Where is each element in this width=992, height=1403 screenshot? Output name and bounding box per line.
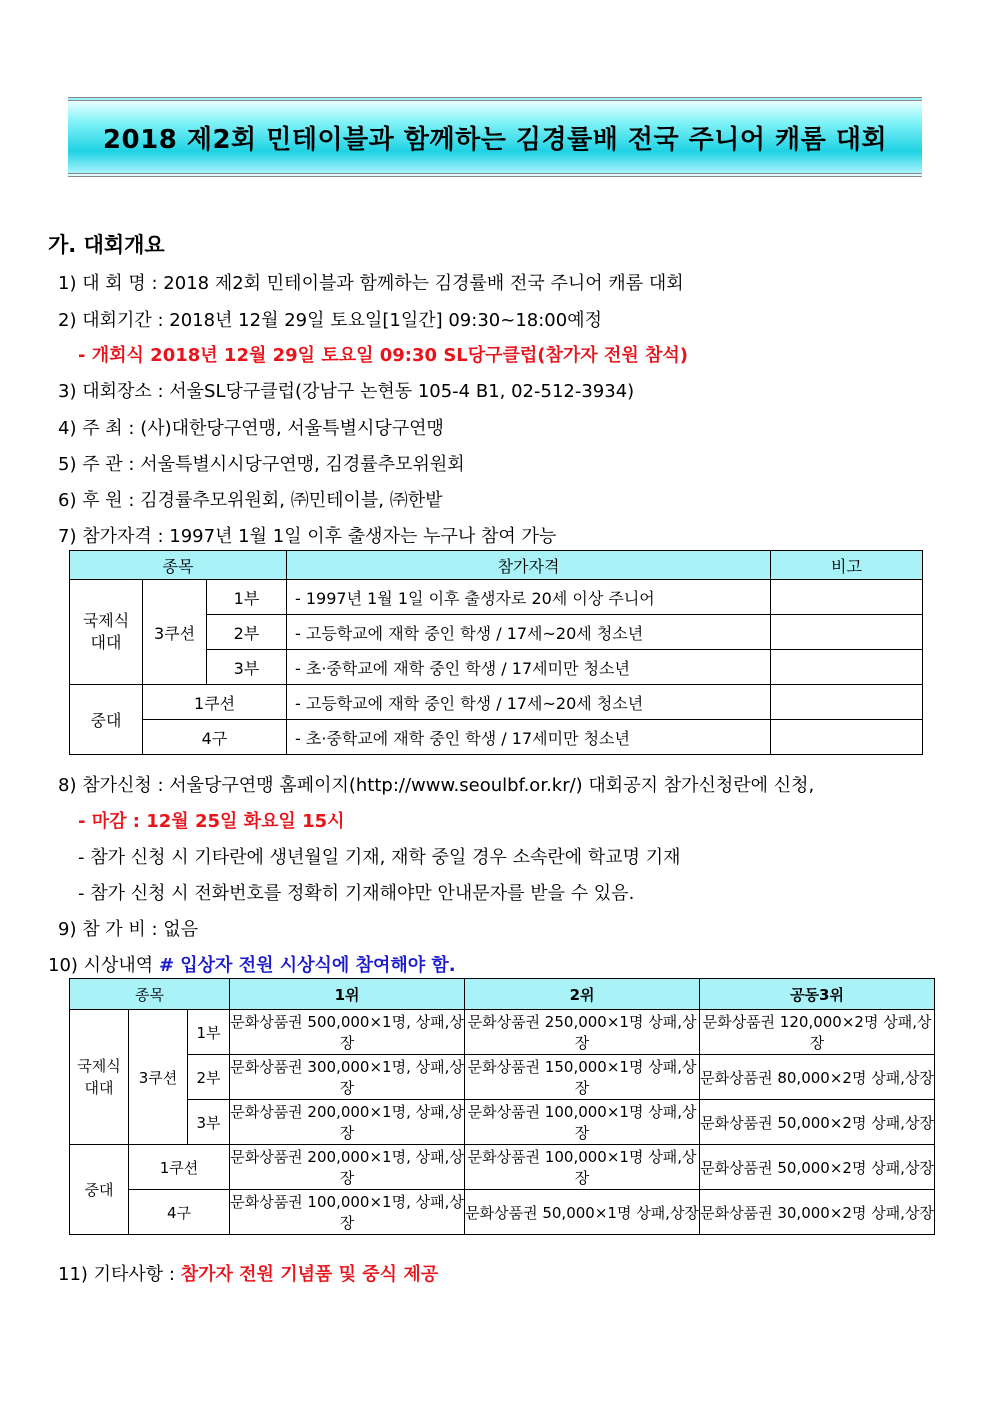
prize-second: 문화상품권 50,000×1명 상패,상장 [465, 1190, 700, 1235]
item-event-name: 1) 대 회 명 : 2018 제2회 민테이블과 함께하는 김경률배 전국 주니어 캐롬 대회 [58, 273, 684, 294]
table-row [70, 1145, 935, 1190]
other-label: 11) 기타사항 : [58, 1264, 175, 1285]
item-application-note-1: - 참가 신청 시 기타란에 생년월일 기재, 재학 중일 경우 소속란에 학교명 기재 [78, 847, 681, 868]
discipline-label: 1쿠션 [143, 685, 287, 720]
header-qualification: 참가자격 [287, 551, 771, 580]
item-fee: 9) 참 가 비 : 없음 [58, 919, 199, 940]
awards-note: # 입상자 전원 시상식에 참여해야 함. [158, 955, 456, 976]
table-row [70, 720, 923, 755]
prize-third: 문화상품권 50,000×2명 상패,상장 [700, 1145, 935, 1190]
prize-first: 문화상품권 200,000×1명, 상패,상장 [230, 1100, 465, 1145]
division-label: 2부 [207, 615, 287, 650]
item-organizer: 5) 주 관 : 서울특별시시당구연맹, 김경률추모위원회 [58, 454, 465, 475]
item-deadline: - 마감 : 12월 25일 화요일 15시 [78, 811, 345, 832]
qualification-cell: - 고등학교에 재학 중인 학생 / 17세~20세 청소년 [287, 685, 771, 720]
item-sponsor: 6) 후 원 : 김경률추모위원회, ㈜민테이블, ㈜한밭 [58, 490, 443, 511]
table-header-row [70, 551, 923, 580]
item-opening-note: - 개회식 2018년 12월 29일 토요일 09:30 SL당구클럽(참가자 전원 참석) [78, 345, 689, 366]
qualification-cell: - 초·중학교에 재학 중인 학생 / 17세미만 청소년 [287, 650, 771, 685]
prize-third: 문화상품권 50,000×2명 상패,상장 [700, 1100, 935, 1145]
remark-cell [771, 650, 923, 685]
prize-first: 문화상품권 200,000×1명, 상패,상장 [230, 1145, 465, 1190]
prize-third: 문화상품권 80,000×2명 상패,상장 [700, 1055, 935, 1100]
table-row [70, 1055, 935, 1100]
remark-cell [771, 685, 923, 720]
item-other [58, 1264, 438, 1286]
discipline-label: 4구 [129, 1190, 230, 1235]
header-event: 종목 [70, 551, 287, 580]
division-label: 3부 [188, 1100, 230, 1145]
discipline-label: 3쿠션 [143, 580, 207, 685]
prize-second: 문화상품권 100,000×1명 상패,상장 [465, 1100, 700, 1145]
other-note: 참가자 전원 기념품 및 중식 제공 [180, 1264, 439, 1285]
section-heading: 가. 대회개요 [48, 233, 165, 257]
prize-first: 문화상품권 100,000×1명, 상패,상장 [230, 1190, 465, 1235]
division-label: 2부 [188, 1055, 230, 1100]
prize-third: 문화상품권 30,000×2명 상패,상장 [700, 1190, 935, 1235]
title-banner [68, 97, 922, 177]
table-row [70, 1010, 935, 1055]
group-label: 중대 [70, 1145, 129, 1235]
prize-second: 문화상품권 250,000×1명 상패,상장 [465, 1010, 700, 1055]
prize-table [69, 978, 935, 1235]
item-host: 4) 주 최 : (사)대한당구연맹, 서울특별시당구연맹 [58, 418, 444, 439]
header-third: 공동3위 [700, 979, 935, 1010]
group-label: 국제식 대대 [70, 1010, 129, 1145]
prize-second: 문화상품권 100,000×1명 상패,상장 [465, 1145, 700, 1190]
table-row [70, 580, 923, 615]
header-first: 1위 [230, 979, 465, 1010]
item-venue: 3) 대회장소 : 서울SL당구클럽(강남구 논현동 105-4 B1, 02-512-3934) [58, 381, 635, 402]
prize-third: 문화상품권 120,000×2명 상패,상장 [700, 1010, 935, 1055]
prize-first: 문화상품권 500,000×1명, 상패,상장 [230, 1010, 465, 1055]
table-row [70, 1100, 935, 1145]
awards-label: 10) 시상내역 [48, 955, 154, 976]
discipline-label: 4구 [143, 720, 287, 755]
discipline-label: 3쿠션 [129, 1010, 188, 1145]
item-awards [48, 955, 456, 977]
table-header-row [70, 979, 935, 1010]
division-label: 1부 [207, 580, 287, 615]
document-title: 2018 제2회 민테이블과 함께하는 김경률배 전국 주니어 캐롬 대회 [102, 124, 888, 155]
remark-cell [771, 615, 923, 650]
qualification-cell: - 초·중학교에 재학 중인 학생 / 17세미만 청소년 [287, 720, 771, 755]
group-label: 국제식 대대 [70, 580, 143, 685]
item-period: 2) 대회기간 : 2018년 12월 29일 토요일[1일간] 09:30~18:00예정 [58, 310, 602, 331]
discipline-label: 1쿠션 [129, 1145, 230, 1190]
prize-second: 문화상품권 150,000×1명 상패,상장 [465, 1055, 700, 1100]
division-label: 1부 [188, 1010, 230, 1055]
header-remark: 비고 [771, 551, 923, 580]
header-second: 2위 [465, 979, 700, 1010]
prize-first: 문화상품권 300,000×1명, 상패,상장 [230, 1055, 465, 1100]
group-label: 중대 [70, 685, 143, 755]
table-row [70, 1190, 935, 1235]
item-application: 8) 참가신청 : 서울당구연맹 홈페이지(http://www.seoulbf.or.kr/) 대회공지 참가신청란에 신청, [58, 775, 815, 796]
item-application-note-2: - 참가 신청 시 전화번호를 정확히 기재해야만 안내문자를 받을 수 있음. [78, 883, 635, 904]
table-row [70, 685, 923, 720]
remark-cell [771, 720, 923, 755]
eligibility-table [69, 550, 923, 755]
division-label: 3부 [207, 650, 287, 685]
remark-cell [771, 580, 923, 615]
qualification-cell: - 1997년 1월 1일 이후 출생자로 20세 이상 주니어 [287, 580, 771, 615]
item-eligibility: 7) 참가자격 : 1997년 1월 1일 이후 출생자는 누구나 참여 가능 [58, 526, 557, 547]
header-event: 종목 [70, 979, 230, 1010]
qualification-cell: - 고등학교에 재학 중인 학생 / 17세~20세 청소년 [287, 615, 771, 650]
